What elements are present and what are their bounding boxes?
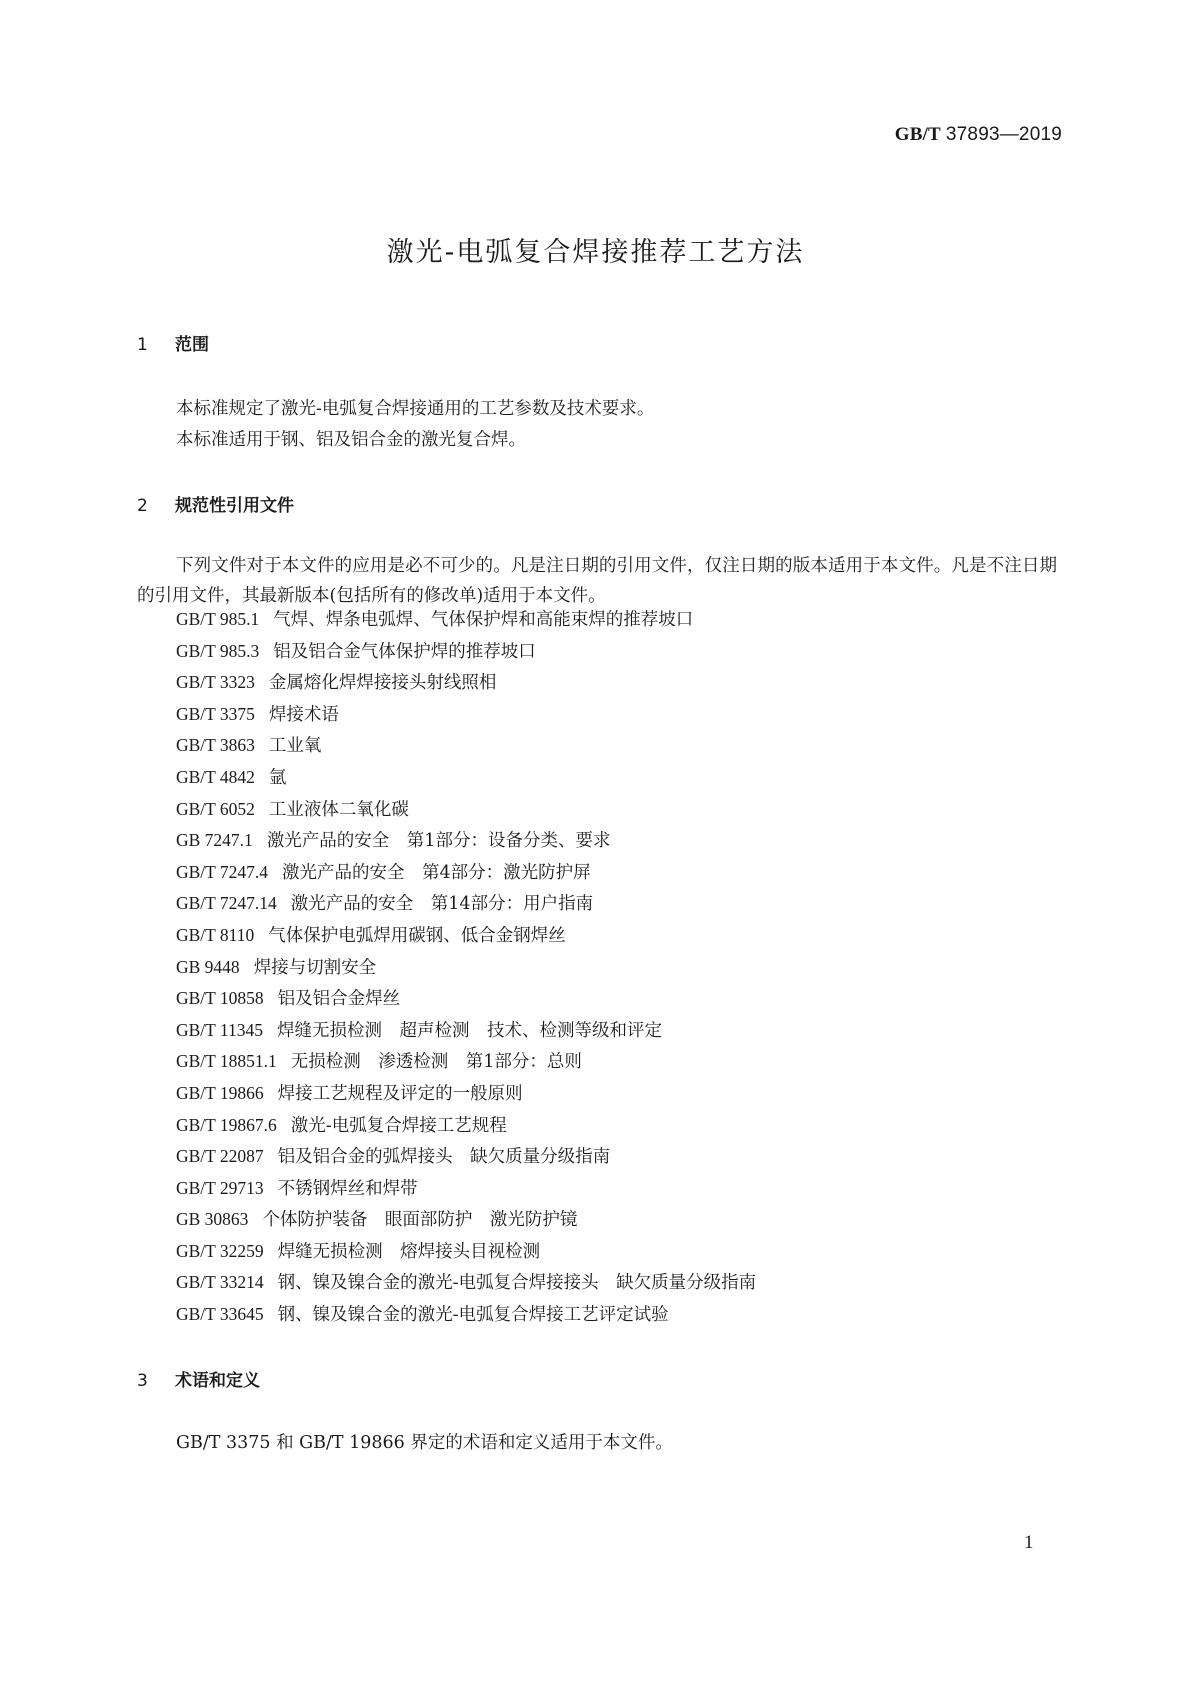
section-title: 范围 bbox=[175, 335, 209, 355]
reference-code: GB 30863 bbox=[176, 1209, 249, 1230]
reference-title: 焊缝无损检测 超声检测 技术、检测等级和评定 bbox=[277, 1020, 663, 1041]
section-2-heading bbox=[137, 491, 294, 516]
reference-title: 钢、镍及镍合金的激光-电弧复合焊接接头 缺欠质量分级指南 bbox=[277, 1273, 757, 1294]
section-2-intro: 下列文件对于本文件的应用是必不可少的。凡是注日期的引用文件，仅注日期的版本适用于本文件。凡是不注日期的引用文件，其最新版本(包括所有的修改单)适用于本文件。 bbox=[137, 556, 1057, 606]
reference-code: GB/T 4842 bbox=[176, 766, 255, 787]
reference-code: GB/T 3375 bbox=[176, 703, 255, 724]
reference-code: GB/T 18851.1 bbox=[176, 1051, 277, 1072]
reference-item bbox=[176, 1173, 756, 1205]
standard-code bbox=[895, 124, 1062, 146]
reference-title: 激光产品的安全 第14部分：用户指南 bbox=[290, 894, 594, 915]
reference-code: GB/T 19866 bbox=[176, 1082, 264, 1103]
reference-item bbox=[176, 667, 756, 699]
reference-item bbox=[176, 762, 756, 794]
section-number: 1 bbox=[137, 335, 148, 355]
reference-item bbox=[176, 1110, 756, 1142]
reference-title: 气体保护电弧焊用碳钢、低合金钢焊丝 bbox=[268, 925, 566, 946]
reference-code: GB/T 33214 bbox=[176, 1272, 264, 1293]
reference-item bbox=[176, 825, 756, 857]
reference-item bbox=[176, 952, 756, 984]
reference-code: GB/T 29713 bbox=[176, 1177, 264, 1198]
reference-item bbox=[176, 1141, 756, 1173]
reference-code: GB/T 19867.6 bbox=[176, 1114, 277, 1135]
reference-item bbox=[176, 1015, 756, 1047]
reference-title: 铝及铝合金气体保护焊的推荐坡口 bbox=[273, 641, 536, 662]
reference-title: 焊接工艺规程及评定的一般原则 bbox=[277, 1083, 523, 1104]
section-3-heading bbox=[137, 1366, 260, 1391]
reference-title: 焊接术语 bbox=[268, 704, 339, 725]
section-1-heading bbox=[137, 330, 209, 355]
reference-item bbox=[176, 920, 756, 952]
reference-code: GB/T 11345 bbox=[176, 1019, 264, 1040]
reference-title: 个体防护装备 眼面部防护 激光防护镜 bbox=[262, 1210, 578, 1231]
section-1-paragraph-1: 本标准规定了激光-电弧复合焊接通用的工艺参数及技术要求。 bbox=[176, 399, 655, 419]
reference-item bbox=[176, 730, 756, 762]
section-3-paragraph-1: GB/T 3375 和 GB/T 19866 界定的术语和定义适用于本文件。 bbox=[176, 1433, 673, 1453]
reference-title: 气焊、焊条电弧焊、气体保护焊和高能束焊的推荐坡口 bbox=[273, 610, 694, 630]
reference-item bbox=[176, 604, 756, 636]
reference-item bbox=[176, 1299, 756, 1331]
reference-title: 焊缝无损检测 熔焊接头目视检测 bbox=[277, 1241, 541, 1262]
reference-code: GB/T 10858 bbox=[176, 988, 264, 1009]
reference-code: GB/T 3323 bbox=[176, 672, 255, 693]
reference-code: GB/T 32259 bbox=[176, 1240, 264, 1261]
reference-title: 钢、镍及镍合金的激光-电弧复合焊接工艺评定试验 bbox=[277, 1305, 669, 1326]
reference-item bbox=[176, 1236, 756, 1268]
document-title: 激光-电弧复合焊接推荐工艺方法 bbox=[386, 237, 805, 268]
reference-item bbox=[176, 1078, 756, 1110]
reference-title: 氩 bbox=[268, 767, 287, 788]
reference-title: 激光产品的安全 第4部分：激光防护屏 bbox=[282, 862, 591, 883]
reference-code: GB/T 985.3 bbox=[176, 640, 260, 661]
reference-item bbox=[176, 794, 756, 826]
reference-item bbox=[176, 983, 756, 1015]
reference-title: 金属熔化焊焊接接头射线照相 bbox=[268, 673, 497, 694]
reference-title: 铝及铝合金的弧焊接头 缺欠质量分级指南 bbox=[277, 1147, 611, 1168]
reference-code: GB/T 6052 bbox=[176, 798, 255, 819]
reference-title: 工业氧 bbox=[268, 736, 322, 757]
reference-title: 无损检测 渗透检测 第1部分：总则 bbox=[290, 1052, 582, 1073]
reference-item bbox=[176, 636, 756, 668]
reference-code: GB/T 33645 bbox=[176, 1304, 264, 1325]
reference-item bbox=[176, 888, 756, 920]
reference-item bbox=[176, 1204, 756, 1236]
reference-title: 激光产品的安全 第1部分：设备分类、要求 bbox=[266, 831, 611, 852]
reference-item bbox=[176, 1046, 756, 1078]
reference-code: GB/T 7247.4 bbox=[176, 861, 269, 882]
reference-code: GB 7247.1 bbox=[176, 830, 253, 851]
reference-item bbox=[176, 857, 756, 889]
reference-code: GB/T 7247.14 bbox=[176, 893, 277, 914]
reference-code: GB/T 22087 bbox=[176, 1146, 264, 1167]
reference-title: 焊接与切割安全 bbox=[253, 957, 377, 978]
section-number: 3 bbox=[137, 1371, 148, 1391]
section-title: 规范性引用文件 bbox=[175, 496, 294, 516]
normative-references-list bbox=[176, 604, 756, 1331]
reference-title: 激光-电弧复合焊接工艺规程 bbox=[290, 1115, 507, 1136]
reference-code: GB/T 985.1 bbox=[176, 609, 260, 629]
reference-item bbox=[176, 699, 756, 731]
reference-code: GB/T 3863 bbox=[176, 735, 255, 756]
reference-title: 铝及铝合金焊丝 bbox=[277, 989, 401, 1010]
reference-code: GB 9448 bbox=[176, 956, 240, 977]
section-number: 2 bbox=[137, 496, 148, 516]
reference-code: GB/T 8110 bbox=[176, 924, 255, 945]
section-1-paragraph-2: 本标准适用于钢、铝及铝合金的激光复合焊。 bbox=[176, 430, 526, 450]
standard-prefix: GB/T bbox=[894, 124, 941, 145]
reference-item bbox=[176, 1267, 756, 1299]
standard-number: 37893—2019 bbox=[945, 124, 1062, 145]
page-number: 1 bbox=[1024, 1532, 1034, 1553]
reference-title: 不锈钢焊丝和焊带 bbox=[277, 1178, 418, 1199]
section-title: 术语和定义 bbox=[175, 1371, 260, 1391]
reference-title: 工业液体二氧化碳 bbox=[268, 799, 409, 820]
